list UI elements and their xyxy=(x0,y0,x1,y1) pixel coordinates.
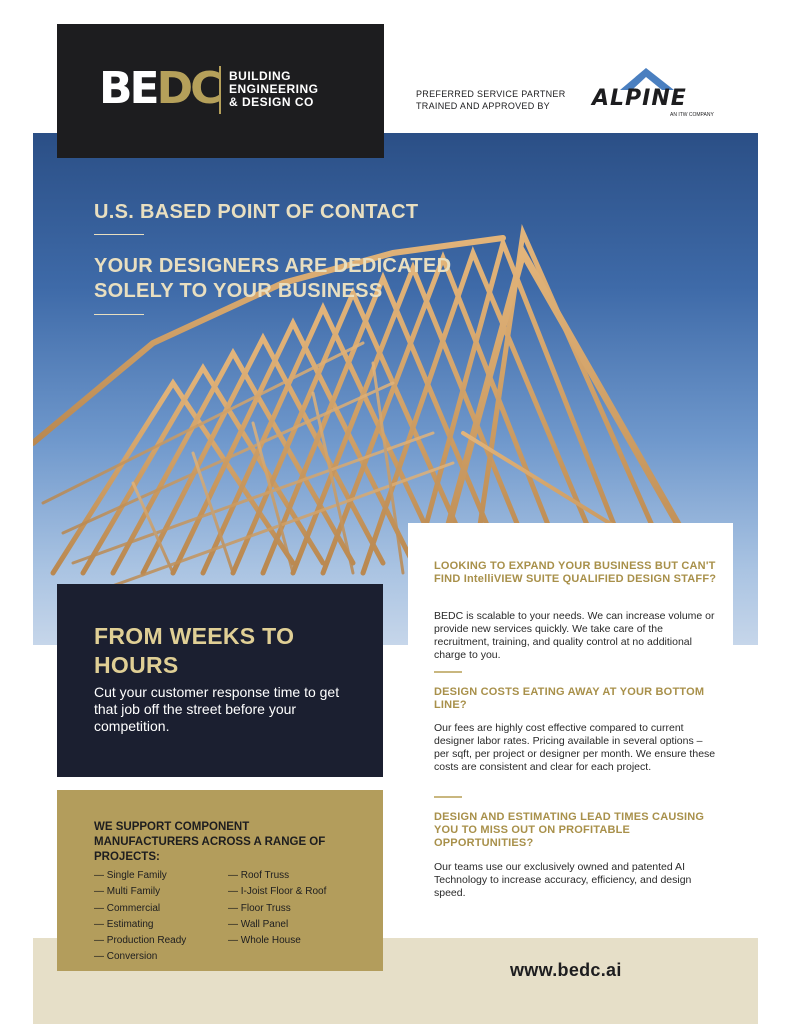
headline-dedicated-designers: YOUR DESIGNERS ARE DEDICATED SOLELY TO YOUR BUSINESS xyxy=(94,255,452,302)
section-heading-expand: LOOKING TO EXPAND YOUR BUSINESS BUT CAN'T FIND IntelliVIEW SUITE QUALIFIED DESIGN STAFF? xyxy=(434,560,717,585)
section-body-lead-times: Our teams use our exclusively owned and patented AI Technology to increase accuracy, efficiency, and design speed. xyxy=(434,861,692,899)
weeks-title: FROM WEEKS TO HOURS xyxy=(94,623,295,678)
logo-tagline-line: & DESIGN CO xyxy=(229,95,314,109)
logo-tagline xyxy=(229,70,379,109)
section-heading-lead-times: DESIGN AND ESTIMATING LEAD TIMES CAUSING YOU TO MISS OUT ON PROFITABLE OPPORTUNITIES? xyxy=(434,811,705,849)
alpine-wordmark: ALPINE xyxy=(592,86,687,111)
headline-rule xyxy=(94,314,144,315)
alpine-logo xyxy=(592,66,718,120)
section-divider xyxy=(434,796,462,798)
headline-rule xyxy=(94,234,144,235)
website-link[interactable]: www.bedc.ai xyxy=(510,960,622,980)
list-item: — Estimating xyxy=(94,918,154,930)
section-heading-costs: DESIGN COSTS EATING AWAY AT YOUR BOTTOM LINE? xyxy=(434,686,705,711)
weeks-to-hours-panel xyxy=(57,584,383,777)
support-projects-panel xyxy=(57,790,383,971)
logo-mark-dc: DC xyxy=(156,63,220,114)
list-item: — Roof Truss xyxy=(228,870,290,881)
headline-us-contact: U.S. BASED POINT OF CONTACT xyxy=(94,201,419,223)
section-body-expand: BEDC is scalable to your needs. We can increase volume or provide new services quickly. We take care of the recruitment, training, and quality control at no additional charge to you. xyxy=(434,610,715,661)
list-item: — Single Family xyxy=(94,870,167,881)
weeks-body: Cut your customer response time to get that job off the street before your competition. xyxy=(94,684,340,734)
list-item: — Production Ready xyxy=(94,935,187,947)
project-list-col1 xyxy=(94,868,186,966)
section-divider xyxy=(434,671,462,673)
list-item: — Whole House xyxy=(228,935,301,947)
project-list-col2 xyxy=(228,868,326,949)
logo-tagline-line: ENGINEERING xyxy=(229,82,319,96)
alpine-subtext: AN ITW COMPANY xyxy=(670,112,714,118)
logo-mark-be: BE xyxy=(99,63,157,114)
section-body-costs: Our fees are highly cost effective compared to current designer labor rates. Pricing available in several options – per sqft, per project or designer per month. We ensure these costs are consistent and clear for each project. xyxy=(434,722,716,773)
info-panel xyxy=(408,523,733,938)
list-item: — Multi Family xyxy=(94,886,161,898)
list-item: — I-Joist Floor & Roof xyxy=(228,886,327,898)
support-title: WE SUPPORT COMPONENT MANUFACTURERS ACROSS A RANGE OF PROJECTS: xyxy=(94,821,326,863)
list-item: — Commercial xyxy=(94,902,161,914)
logo-divider xyxy=(219,66,221,114)
partner-line: TRAINED AND APPROVED BY xyxy=(416,101,550,111)
list-item: — Floor Truss xyxy=(228,902,291,914)
partner-statement xyxy=(416,88,566,112)
list-item: — Wall Panel xyxy=(228,918,289,930)
logo-tagline-line: BUILDING xyxy=(229,69,291,83)
partner-line: PREFERRED SERVICE PARTNER xyxy=(416,89,566,99)
list-item: — Conversion xyxy=(94,951,158,963)
bedc-logo-mark xyxy=(99,64,219,114)
bedc-logo xyxy=(57,24,384,158)
